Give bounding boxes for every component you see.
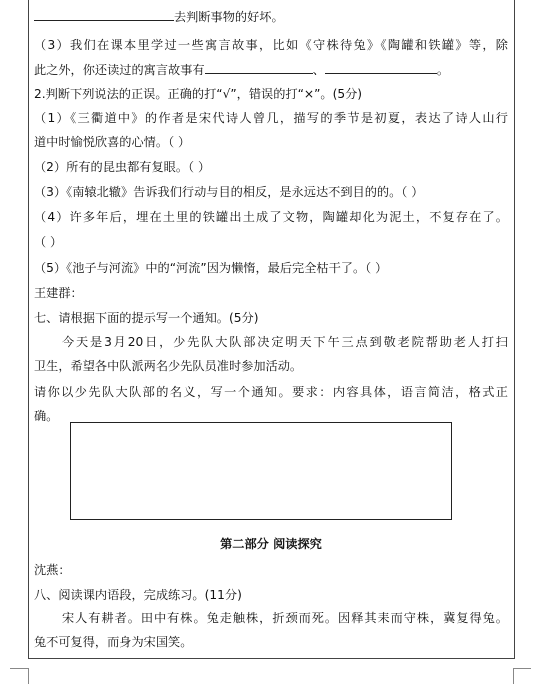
section-author-1: 王建群：: [34, 286, 83, 300]
answer-blank[interactable]: [34, 8, 174, 21]
line-1-text: 去判断事物的好坏。: [174, 10, 284, 24]
notice-prompt-line-a: 今天是3月20日，少先队大队部决定明天下午三点到敬老院帮助老人打扫: [62, 335, 508, 349]
item-2: （2）所有的昆虫都有复眼。（ ）: [34, 160, 211, 174]
answer-blank[interactable]: [205, 61, 313, 74]
item-4-line-a: （4）许多年后，埋在土里的铁罐出土成了文物，陶罐却化为泥土，不复存在了。: [34, 210, 508, 224]
line-1: [34, 8, 508, 25]
question-2-heading: 2.判断下列说法的正误。正确的打“√”，错误的打“×”。(5分): [34, 87, 363, 101]
crop-mark-left-h: [10, 668, 28, 669]
crop-mark-left-v: [28, 668, 29, 684]
separator: 、: [312, 63, 325, 77]
section-7-heading: 七、请根据下面的提示写一个通知。(5分): [34, 311, 259, 325]
period: 。: [436, 63, 449, 77]
crop-mark-right-v: [513, 668, 514, 684]
item-4-line-b: （ ）: [34, 235, 63, 249]
line-2: （3）我们在课本里学过一些寓言故事，比如《守株待兔》《陶罐和铁罐》等，除: [34, 38, 508, 52]
notice-requirement-line-b: 确。: [34, 409, 59, 423]
notice-answer-box[interactable]: [70, 422, 452, 520]
notice-requirement-line-a: 请你以少先队大队部的名义，写一个通知。要求：内容具体，语言简洁，格式正: [34, 385, 508, 399]
section-8-heading: 八、阅读课内语段，完成练习。(11分): [34, 588, 242, 602]
notice-prompt-line-b: 卫生，希望各中队派两名少先队员准时参加活动。: [34, 359, 303, 373]
item-3: （3）《南辕北辙》告诉我们行动与目的相反，是永远达不到目的的。（ ）: [34, 185, 424, 199]
line-3: [34, 61, 508, 78]
passage-line-b: 兔不可复得，而身为宋国笑。: [34, 635, 193, 649]
item-1-line-a: （1）《三衢道中》的作者是宋代诗人曾几，描写的季节是初夏，表达了诗人山行: [34, 111, 508, 125]
crop-mark-right-h: [513, 668, 531, 669]
answer-blank[interactable]: [325, 61, 437, 74]
item-5: （5）《池子与河流》中的“河流”因为懒惰，最后完全枯干了。（ ）: [34, 261, 388, 275]
section-author-2: 沈燕：: [34, 563, 71, 577]
line-3-text: 此之外，你还读过的寓言故事有: [34, 63, 205, 77]
part-2-title: 第二部分 阅读探究: [220, 537, 322, 551]
passage-line-a: 宋人有耕者。田中有株。兔走触株，折颈而死。因释其耒而守株，冀复得兔。: [62, 611, 508, 625]
item-1-line-b: 道中时愉悦欣喜的心情。（ ）: [34, 135, 191, 149]
